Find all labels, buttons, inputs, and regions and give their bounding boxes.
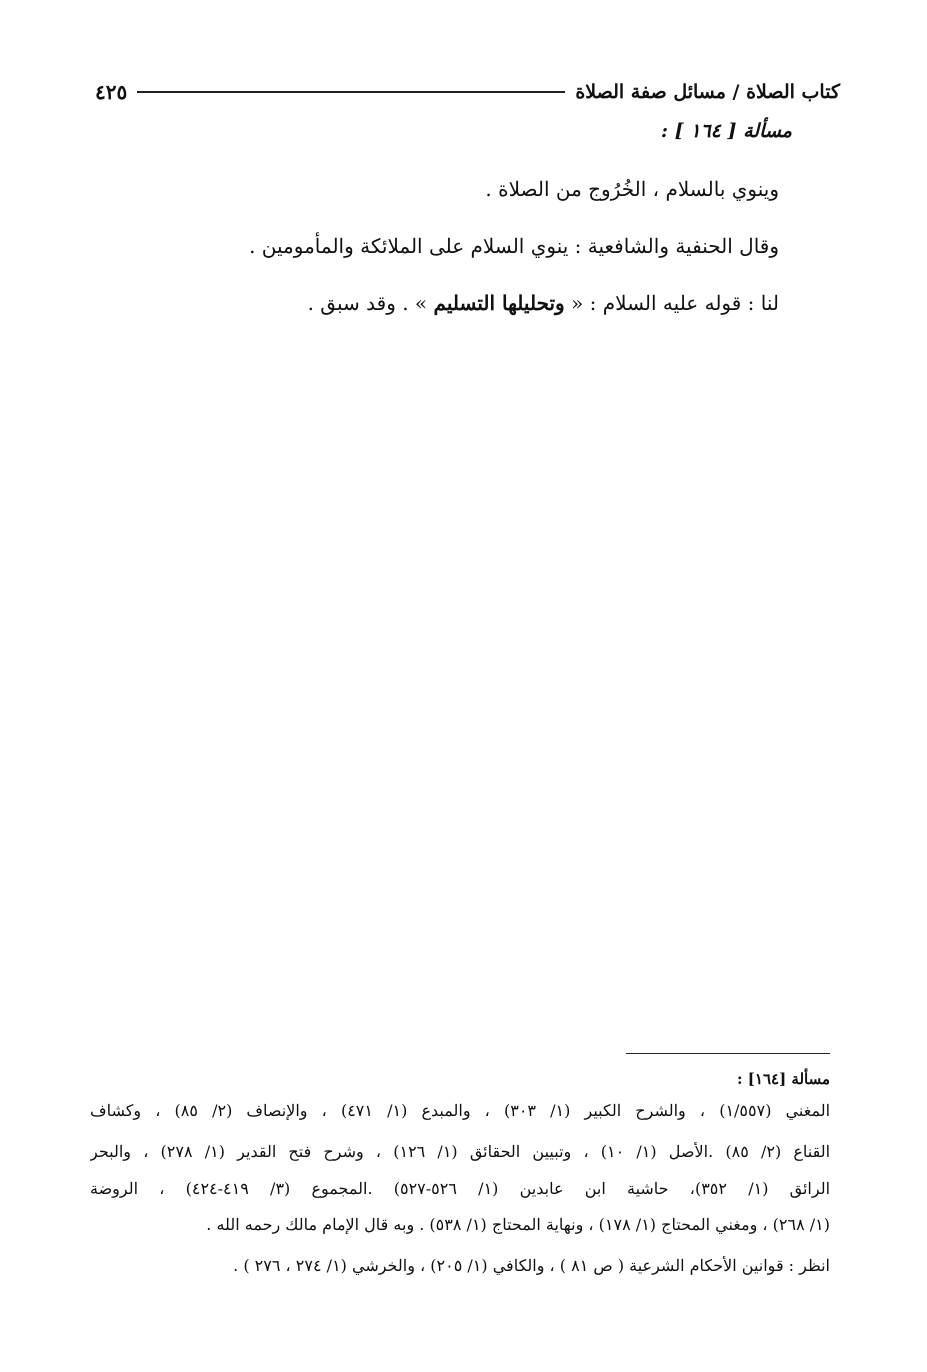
header-title: كتاب الصلاة / مسائل صفة الصلاة (575, 81, 840, 103)
footnote-line: المغني (١/٥٥٧) ، والشرح الكبير (١/ ٣٠٣) ، والمبدع (١/ ٤٧١) ، والإنصاف (٢/ ٨٥) ، وكشاف (90, 1101, 830, 1120)
hadith-quote: وتحليلها التسليم (433, 291, 565, 315)
masala-heading: مسألة [ ١٦٤ ] : (661, 120, 792, 142)
footnote-label: مسألة [١٦٤] : (737, 1070, 830, 1088)
body-line-3-prefix: لنا : قوله عليه السلام : « (564, 291, 779, 315)
footnote-line: القناع (٢/ ٨٥) .الأصل (١/ ١٠) ، وتبيين الحقائق (١/ ١٢٦) ، وشرح فتح القدير (١/ ٢٧٨) ، والبحر (90, 1142, 830, 1161)
body-line-2: وقال الحنفية والشافعية : ينوي السلام على الملائكة والمأمومين . (249, 234, 779, 258)
footnote-line: الرائق (١/ ٣٥٢)، حاشية ابن عابدين (١/ ٥٢٦-٥٢٧) .المجموع (٣/ ٤١٩-٤٢٤) ، الروضة (90, 1179, 830, 1198)
footnote-separator (626, 1053, 830, 1054)
body-line-3 (139, 291, 779, 315)
footnote-line: (١/ ٢٦٨) ، ومغني المحتاج (١/ ١٧٨) ، ونهاية المحتاج (١/ ٥٣٨) . وبه قال الإمام مالك رحمه الله . (206, 1215, 830, 1234)
body-line-1: وينوي بالسلام ، الخُرُوج من الصلاة . (485, 177, 779, 201)
running-header (95, 72, 840, 112)
page-number: ٤٢٥ (95, 80, 128, 104)
body-line-3-suffix: » . وقد سبق . (307, 291, 434, 315)
footnote-line: انظر : قوانين الأحكام الشرعية ( ص ٨١ ) ، والكافي (١/ ٢٠٥) ، والخرشي (١/ ٢٧٤ ، ٢٧٦ ) . (233, 1256, 830, 1275)
header-rule (137, 91, 565, 93)
